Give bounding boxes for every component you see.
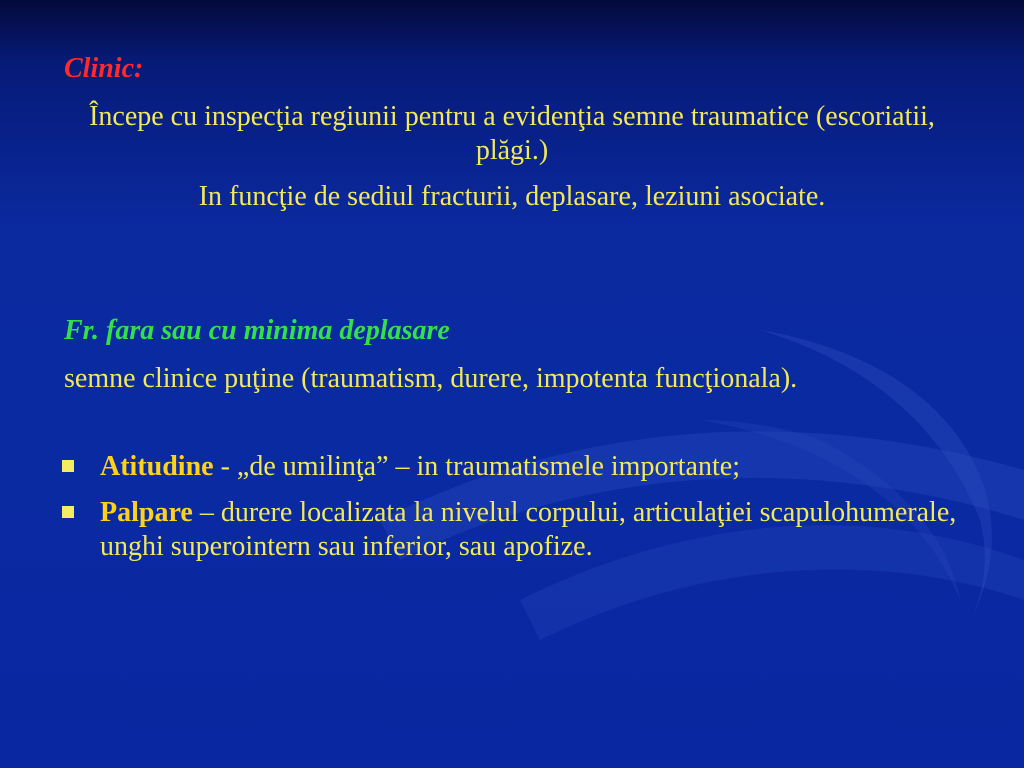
- bullet-list: [60, 450, 960, 576]
- bullet-item-atitudine: [60, 450, 960, 484]
- bullet-term: Atitudine: [100, 451, 214, 482]
- clinical-signs-text: semne clinice puţine (traumatism, durere, impotenta funcţionala).: [64, 363, 798, 394]
- bullet-text: - „de umilinţa” – in traumatismele importante;: [213, 451, 740, 482]
- square-bullet-icon: [62, 460, 74, 472]
- bullet-item-palpare: [60, 496, 960, 564]
- bullet-text: – durere localizata la nivelul corpului, articulaţiei scapulohumerale, unghi superointern sau inferior, sau apofize.: [100, 497, 957, 562]
- inspection-paragraph: Începe cu inspecţia regiunii pentru a evidenţia semne traumatice (escoriatii, plăgi.): [89, 101, 935, 166]
- section-heading: Fr. fara sau cu minima deplasare: [64, 315, 450, 346]
- clinic-heading: Clinic:: [64, 53, 144, 84]
- fracture-site-paragraph: In funcţie de sediul fracturii, deplasare, leziuni asociate.: [198, 181, 826, 212]
- bullet-term: Palpare: [100, 497, 193, 528]
- square-bullet-icon: [62, 506, 74, 518]
